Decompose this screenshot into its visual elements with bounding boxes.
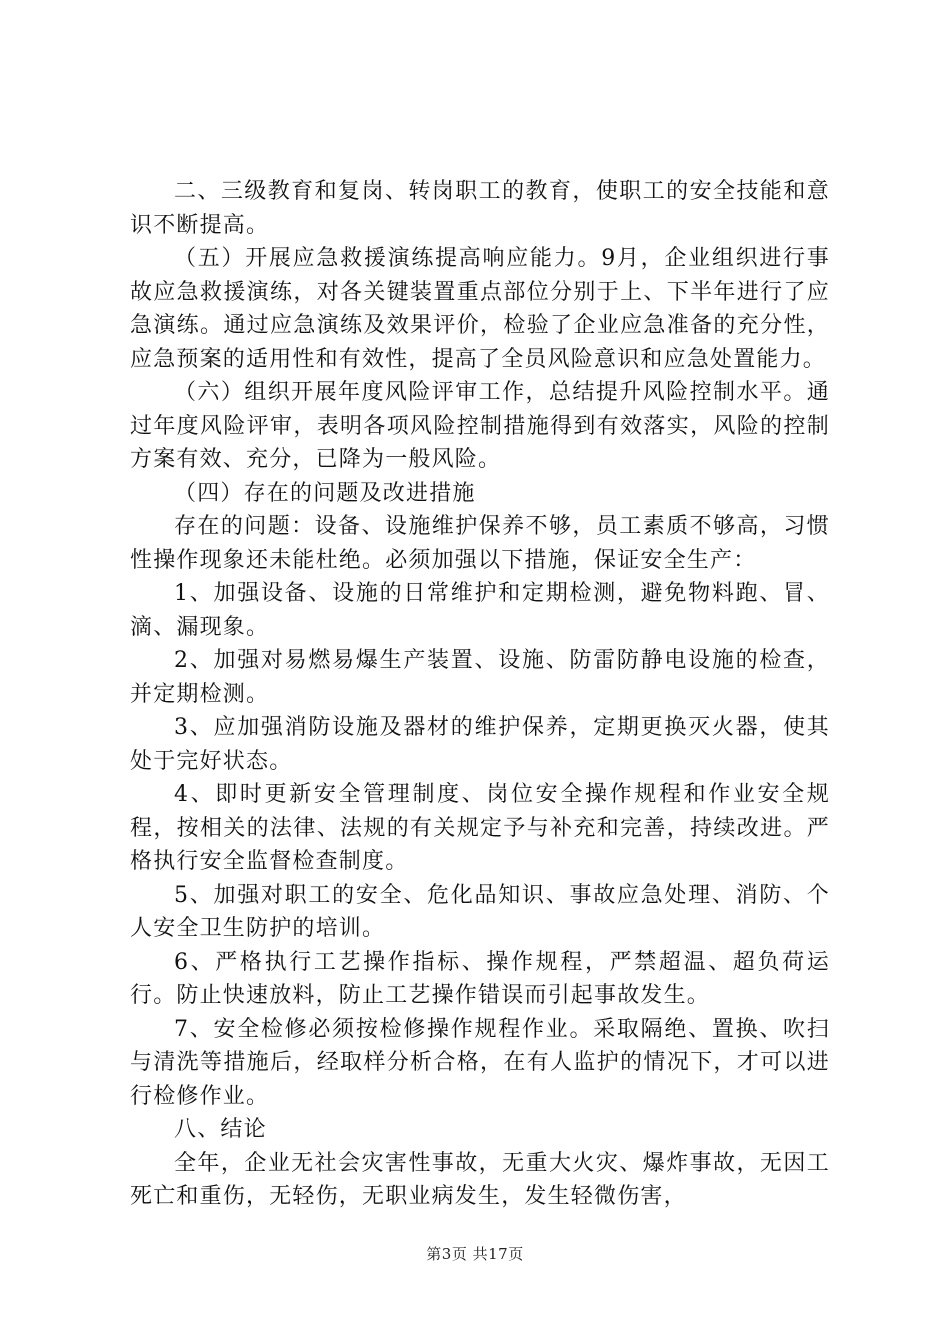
document-body	[130, 175, 830, 1214]
section-heading: 八、结论	[174, 1117, 267, 1142]
paragraph: 存在的问题：设备、设施维护保养不够，员工素质不够高，习惯性操作现象还未能杜绝。必须加强以下措施，保证安全生产：	[130, 514, 830, 573]
list-item: 1、加强设备、设施的日常维护和定期检测，避免物料跑、冒、滴、漏现象。	[130, 581, 830, 640]
list-item: 7、安全检修必须按检修操作规程作业。采取隔绝、置换、吹扫与清洗等措施后，经取样分析合格，在有人监护的情况下，才可以进行检修作业。	[130, 1016, 830, 1109]
paragraph: （五）开展应急救援演练提高响应能力。9月，企业组织进行事故应急救援演练，对各关键装置重点部位分别于上、下半年进行了应急演练。通过应急演练及效果评价，检验了企业应急准备的充分性，应急预案的适用性和有效性，提高了全员风险意识和应急处置能力。	[130, 246, 830, 372]
paragraph: （六）组织开展年度风险评审工作，总结提升风险控制水平。通过年度风险评审，表明各项风险控制措施得到有效落实，风险的控制方案有效、充分，已降为一般风险。	[130, 380, 830, 472]
list-item: 6、严格执行工艺操作指标、操作规程，严禁超温、超负荷运行。防止快速放料，防止工艺操作错误而引起事故发生。	[130, 949, 830, 1008]
list-item: 4、即时更新安全管理制度、岗位安全操作规程和作业安全规程，按相关的法律、法规的有关规定予与补充和完善，持续改进。严格执行安全监督检查制度。	[130, 782, 830, 874]
section-heading: （四）存在的问题及改进措施	[174, 480, 476, 506]
list-item: 5、加强对职工的安全、危化品知识、事故应急处理、消防、个人安全卫生防护的培训。	[130, 882, 830, 941]
paragraph: 二、三级教育和复岗、转岗职工的教育，使职工的安全技能和意识不断提高。	[130, 179, 830, 238]
page-footer: 第3页 共17页	[426, 1245, 524, 1263]
list-item: 3、应加强消防设施及器材的维护保养，定期更换灭火器，使其处于完好状态。	[130, 715, 830, 774]
paragraph: 全年，企业无社会灾害性事故，无重大火灾、爆炸事故，无因工死亡和重伤，无轻伤，无职业病发生，发生轻微伤害，	[130, 1150, 830, 1209]
list-item: 2、加强对易燃易爆生产装置、设施、防雷防静电设施的检查，并定期检测。	[130, 648, 830, 707]
